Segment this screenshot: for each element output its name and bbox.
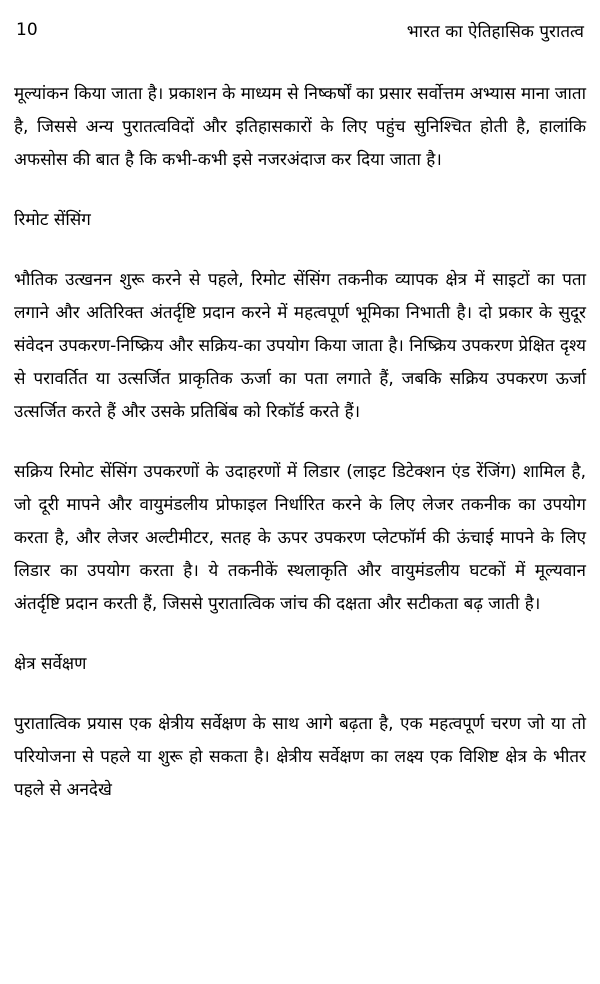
paragraph-evaluation: मूल्यांकन किया जाता है। प्रकाशन के माध्यम से निष्कर्षों का प्रसार सर्वोत्तम अभ्यास माना जाता है, जिससे अन्य पुरातत्वविदों और इतिहासकारों के लिए पहुंच सुनिश्चित होती है, हालांकि अफसोस की बात है कि कभी-कभी इसे नजरअंदाज कर दिया जाता है। [14, 84, 586, 170]
paragraph-active-remote-sensing: सक्रिय रिमोट सेंसिंग उपकरणों के उदाहरणों में लिडार (लाइट डिटेक्शन एंड रेंजिंग) शामिल है, जो दूरी मापने और वायुमंडलीय प्रोफाइल निर्धारित करने के लिए लेजर तकनीक का उपयोग करता है, और लेजर अल्टीमीटर, सतह के ऊपर उपकरण प्लेटफॉर्म की ऊंचाई मापने के लिए लिडार का उपयोग करता है। ये तकनीकें स्थलाकृति और वायुमंडलीय घटकों में मूल्यवान अंतर्दृष्टि प्रदान करती हैं, जिससे पुरातात्विक जांच की दक्षता और सटीकता बढ़ जाती है। [14, 462, 586, 614]
page-body [14, 78, 586, 834]
page-header [16, 16, 584, 44]
page-number: 10 [16, 20, 38, 40]
running-title: भारत का ऐतिहासिक पुरातत्व [406, 21, 584, 42]
paragraph-field-survey: पुरातात्विक प्रयास एक क्षेत्रीय सर्वेक्षण के साथ आगे बढ़ता है, एक महत्वपूर्ण चरण जो या तो परियोजना से पहले या शुरू हो सकता है। क्षेत्रीय सर्वेक्षण का लक्ष्य एक विशिष्ट क्षेत्र के भीतर पहले से अनदेखे [14, 714, 586, 800]
paragraph-remote-sensing-intro: भौतिक उत्खनन शुरू करने से पहले, रिमोट सेंसिंग तकनीक व्यापक क्षेत्र में साइटों का पता लगाने और अतिरिक्त अंतर्दृष्टि प्रदान करने में महत्वपूर्ण भूमिका निभाती है। दो प्रकार के सुदूर संवेदन उपकरण-निष्क्रिय और सक्रिय-का उपयोग किया जाता है। निष्क्रिय उपकरण प्रेक्षित दृश्य से परावर्तित या उत्सर्जित प्राकृतिक ऊर्जा का पता लगाते हैं, जबकि सक्रिय उपकरण ऊर्जा उत्सर्जित करते हैं और उसके प्रतिबिंब को रिकॉर्ड करते हैं। [14, 270, 586, 422]
section-heading-field-survey: क्षेत्र सर्वेक्षण [14, 654, 87, 674]
section-heading-remote-sensing: रिमोट सेंसिंग [14, 210, 91, 230]
